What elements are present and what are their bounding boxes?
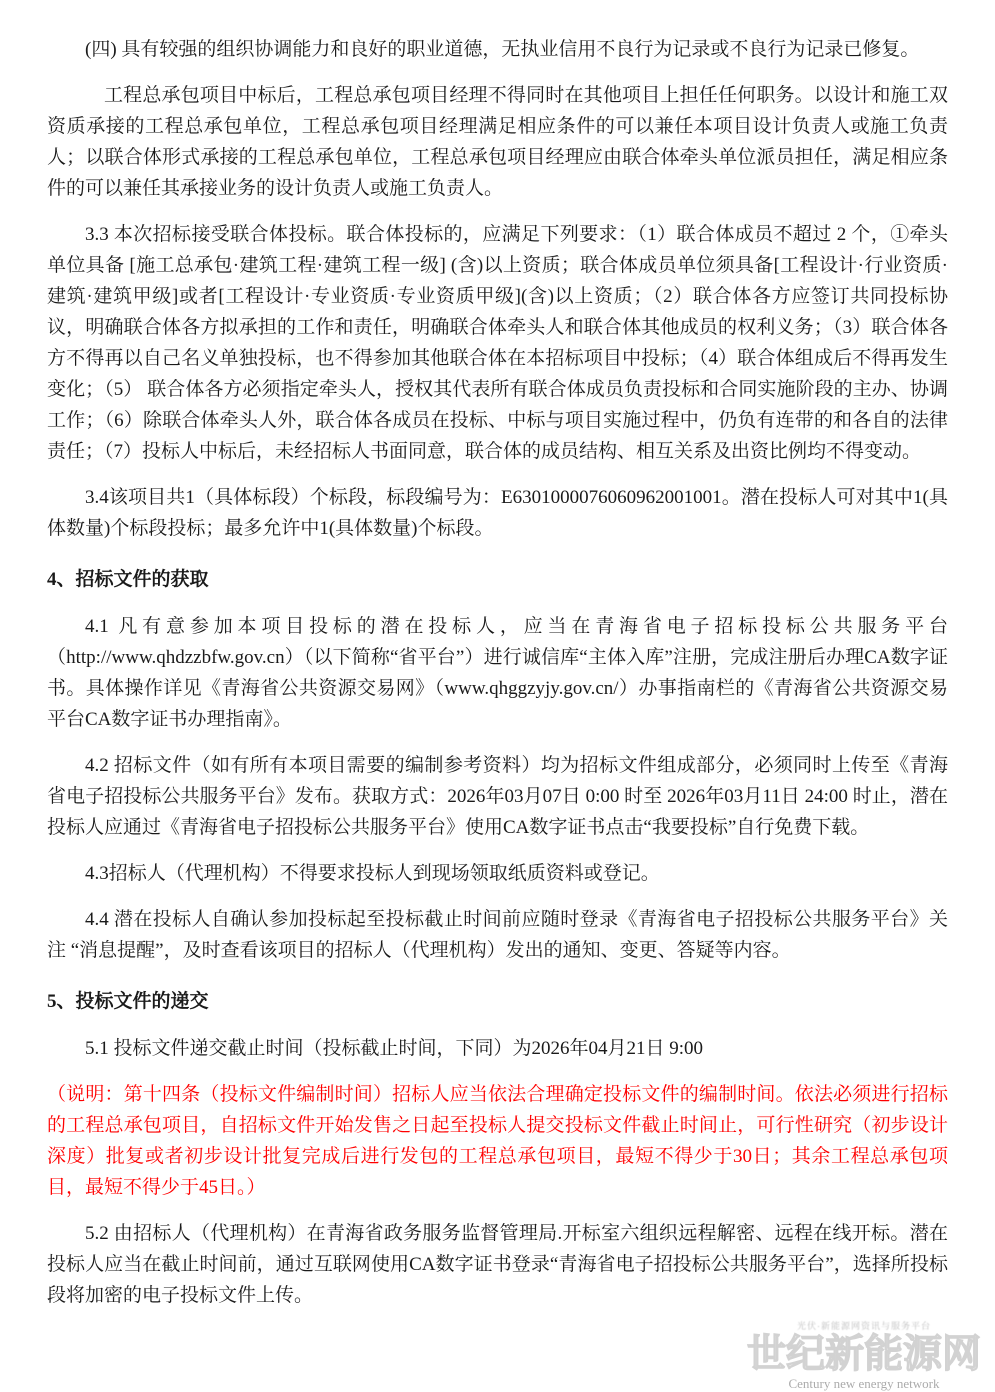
watermark-main-text: 世纪新能源网 <box>746 1333 981 1376</box>
note-preparation-time: （说明：第十四条（投标文件编制时间）招标人应当依法合理确定投标文件的编制时间。依法必须进行招标的工程总承包项目，自招标文件开始发售之日起至投标人提交投标文件截止时间止，可行性研究（初步设计深度）批复或者初步设计批复完成后进行发包的工程总承包项目，最短不得少于30日；其余工程总承包项目，最短不得少于45日。） <box>47 1084 948 1198</box>
clause-si-qualification: (四) 具有较强的组织协调能力和良好的职业道德，无执业信用不良行为记录或不良行为记录已修复。 <box>85 39 920 60</box>
clause-4-4-message-reminder: 4.4 潜在投标人自确认参加投标起至投标截止时间前应随时登录《青海省电子招投标公共服务平台》关注 “消息提醒”，及时查看该项目的招标人（代理机构）发出的通知、变更、答疑等内容。 <box>47 909 948 961</box>
watermark-tagline: 光伏·新能源网资讯与服务平台 <box>797 1321 931 1331</box>
heading-4-obtain-documents: 4、招标文件的获取 <box>47 569 209 590</box>
clause-3-4-sections: 3.4该项目共1（具体标段）个标段，标段编号为：E6301000076060962001001。潜在投标人可对其中1(具体数量)个标段投标；最多允许中1(具体数量)个标段。 <box>47 487 948 539</box>
clause-3-3-consortium: 3.3 本次招标接受联合体投标。联合体投标的，应满足下列要求：（1）联合体成员不超过 2 个，①牵头单位具备 [施工总承包·建筑工程·建筑工程一级] (含)以上资质；联合体成员单位须具备[工程设计·行业资质·建筑·建筑甲级]或者[工程设计·专业资质·专业资质甲级](含)以上资质；（2）联合体各方应签订共同投标协议，明确联合体各方拟承担的工作和责任，明确联合体牵头人和联合体其他成员的权利义务；（3）联合体各方不得再以自己名义单独投标，也不得参加其他联合体在本招标项目中投标；（4）联合体组成后不得再发生变化；（5） 联合体各方必须指定牵头人，授权其代表所有联合体成员负责投标和合同实施阶段的主办、协调工作；（6）除联合体牵头人外，联合体各成员在投标、中标与项目实施过程中，仍负有连带的和各自的法律责任；（7）投标人中标后，未经招标人书面同意，联合体的成员结构、相互关系及出资比例均不得变动。 <box>47 224 948 462</box>
clause-5-2-remote-opening: 5.2 由招标人（代理机构）在青海省政务服务监督管理局.开标室六组织远程解密、远程在线开标。潜在投标人应当在截止时间前，通过互联网使用CA数字证书登录“青海省电子招投标公共服务平台”，选择所投标段将加密的电子投标文件上传。 <box>47 1223 948 1306</box>
clause-4-2-download: 4.2 招标文件（如有所有本项目需要的编制参考资料）均为招标文件组成部分，必须同时上传至《青海省电子招投标公共服务平台》发布。获取方式：2026年03月07日 0:00 时至 2026年03月11日 24:00 时止，潜在投标人应通过《青海省电子招投标公共服务平台》使用CA数字证书点击“我要投标”自行免费下载。 <box>47 755 948 838</box>
heading-5-submission: 5、投标文件的递交 <box>47 991 209 1012</box>
watermark <box>739 1319 989 1392</box>
clause-4-1-registration: 4.1 凡有意参加本项目投标的潜在投标人，应当在青海省电子招标投标公共服务平台（http://www.qhdzzbfw.gov.cn）（以下简称“省平台”）进行诚信库“主体入库”注册，完成注册后办理CA数字证书。具体操作详见《青海省公共资源交易网》（www.qhggzyjy.gov.cn/）办事指南栏的《青海省公共资源交易平台CA数字证书办理指南》。 <box>47 616 948 730</box>
clause-5-1-deadline: 5.1 投标文件递交截止时间（投标截止时间，下同）为2026年04月21日 9:00 <box>85 1038 704 1059</box>
watermark-subtitle: Century new energy network <box>788 1376 940 1391</box>
clause-4-3-no-onsite: 4.3招标人（代理机构）不得要求投标人到现场领取纸质资料或登记。 <box>85 863 660 884</box>
clause-epc-manager: 工程总承包项目中标后，工程总承包项目经理不得同时在其他项目上担任任何职务。以设计和施工双资质承接的工程总承包单位，工程总承包项目经理满足相应条件的可以兼任本项目设计负责人或施工负责人；以联合体形式承接的工程总承包单位，工程总承包项目经理应由联合体牵头单位派员担任，满足相应条件的可以兼任其承接业务的设计负责人或施工负责人。 <box>47 85 948 199</box>
